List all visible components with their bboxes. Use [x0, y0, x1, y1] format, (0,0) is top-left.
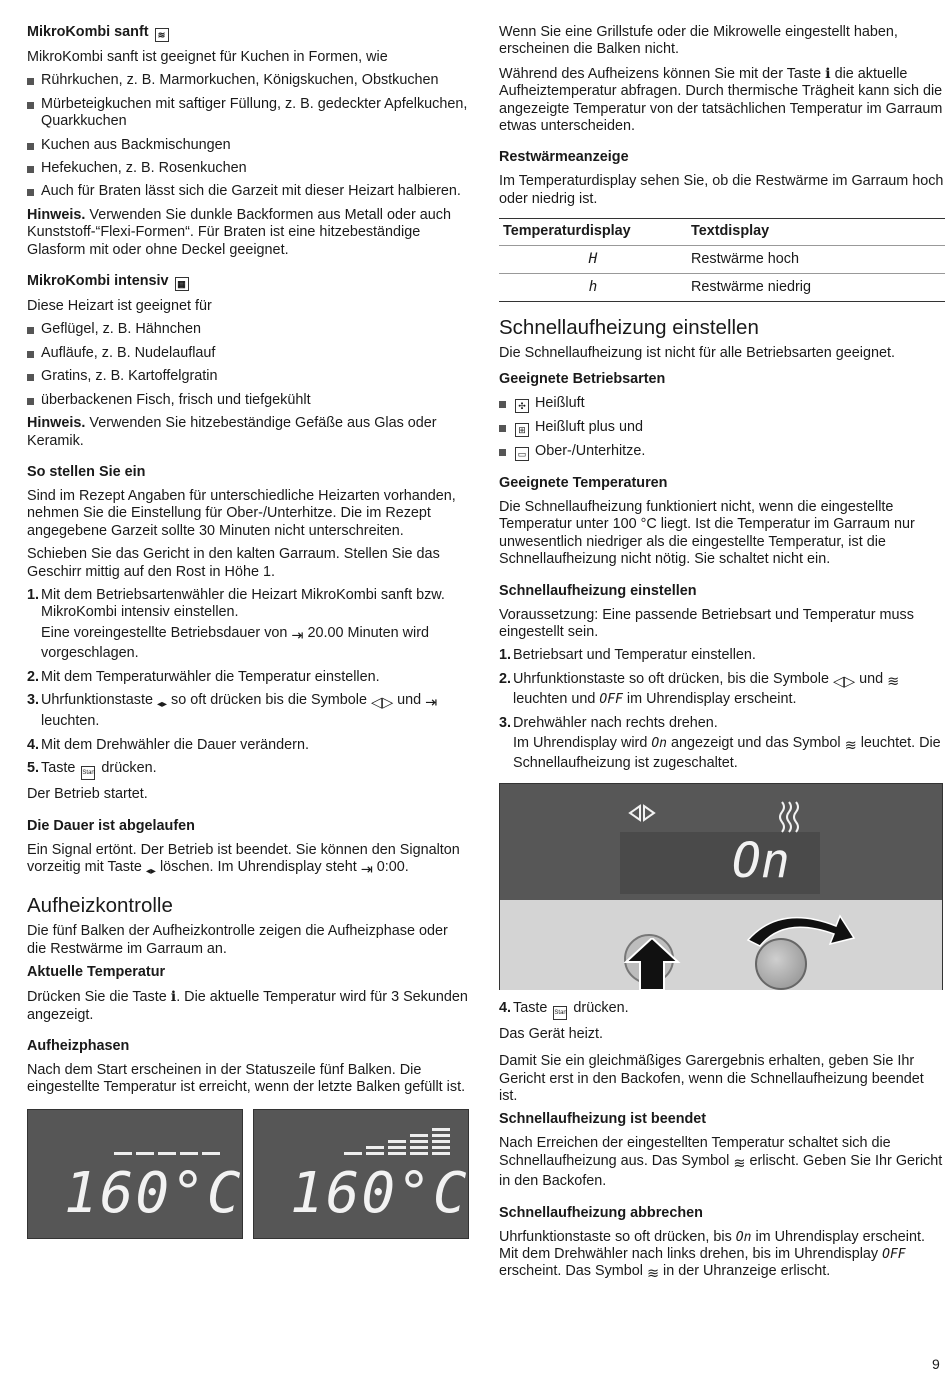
rest-heading: Restwärmeanzeige: [499, 149, 629, 166]
so-stellen-p1: Sind im Rezept Angaben für unterschiedliche Heizarten vorhanden, nehmen Sie die Einstellung für Ober-/Unterhitze. Die im Rezept angegebene Garzeit sollte 30 Minuten nicht unterschreiten.: [27, 487, 456, 539]
start-key-icon: Start: [553, 1006, 567, 1020]
temperature-display-start: [27, 1109, 243, 1239]
start-key-icon: Start: [81, 766, 95, 780]
grill-text: Wenn Sie eine Grillstufe oder die Mikrowelle eingestellt haben, erscheinen die Balken nicht.: [499, 24, 898, 58]
akt-text: Drücken Sie die Taste i. Die aktuelle Temperatur wird für 3 Sekunden angezeigt.: [27, 988, 468, 1023]
step-item: 5. Taste Start drücken.: [27, 760, 469, 780]
heizt-text: Das Gerät heizt.: [499, 1025, 603, 1042]
so-stellen-p2: Schieben Sie das Gericht in den kalten Garraum. Stellen Sie das Geschirr mittig auf den Rost in Höhe 1.: [27, 546, 440, 580]
on-display-readout: On: [732, 832, 790, 889]
list-item: Gratins, z. B. Kartoffelgratin: [27, 368, 469, 385]
table-row: [499, 274, 945, 302]
duration-icon: ⇥: [291, 627, 304, 644]
betr-heading: Geeignete Betriebsarten: [499, 370, 666, 387]
mk-sanft-intro: MikroKombi sanft ist geeignet für Kuchen in Formen, wie: [27, 49, 388, 65]
einst-pre: Voraussetzung: Eine passende Betriebsart und Temperatur muss eingestellt sein.: [499, 606, 914, 640]
rapid-heat-icon: ≋: [733, 1155, 746, 1172]
rapid-heat-icon: ≋: [844, 737, 857, 754]
step-item: 2. Mit dem Temperaturwähler die Temperatur einstellen.: [27, 668, 380, 685]
on-display-text: On: [651, 735, 668, 751]
abbr-text: Uhrfunktionstaste so oft drücken, bis On im Uhrendisplay erscheint. Mit dem Drehwähler nach links drehen, bis im Uhrendisplay OFF erscheint. Das Symbol ≋ in der Uhranzeige erlischt.: [499, 1228, 925, 1283]
einst-heading: Schnellaufheizung einstellen: [499, 582, 697, 599]
table-cell: H: [499, 245, 687, 273]
table-cell: Restwärme niedrig: [687, 274, 945, 302]
rotate-right-arrow-icon: [740, 908, 860, 948]
step-item: 1. Betriebsart und Temperatur einstellen.: [499, 647, 756, 664]
betr-list: [499, 395, 945, 461]
table-header-cell: Temperaturdisplay: [499, 219, 687, 245]
dauer-heading: Die Dauer ist abgelaufen: [27, 817, 195, 834]
temperature-readout: 160°C: [290, 1160, 469, 1226]
residual-heat-table: [499, 218, 945, 302]
list-item: ✣ Heißluft: [499, 395, 945, 413]
mk-intensiv-hint: Hinweis. Verwenden Sie hitzebeständige Gefäße aus Glas oder Keramik.: [27, 415, 437, 449]
aufheiz-intro: Die fünf Balken der Aufheizkontrolle zeigen die Aufheizphase oder die Restwärme im Garraum an.: [27, 923, 448, 957]
rest-text: Im Temperaturdisplay sehen Sie, ob die Restwärme im Garraum hoch oder niedrig ist.: [499, 173, 944, 207]
arrows-icon: ◁▷: [832, 673, 856, 690]
aufheiz-heading: Aufheizkontrolle: [27, 894, 173, 918]
mk-sanft-hint: Hinweis. Verwenden Sie dunkle Backformen aus Metall oder auch Kunststoff-“Flexi-Formen“. Für Braten ist eine hitzebeständige Glasform mit oder ohne Deckel geeignet.: [27, 206, 451, 258]
control-panel-illustration: [499, 783, 943, 990]
temp-text: Die Schnellaufheizung funktioniert nicht, wenn die eingestellte Temperatur unter 100 °C liegt. Ist die Temperatur im Garraum nur unwesentlich niedriger als die eingestellte Temperatur, ist die Schnellaufheizung nicht nötig. Sie schaltet nicht ein.: [499, 498, 915, 568]
mk-sanft-list: [27, 72, 469, 200]
mk-intensiv-intro: Diese Heizart ist geeignet für: [27, 298, 212, 315]
step-item: 4. Taste Start drücken.: [499, 1000, 945, 1020]
hot-air-plus-icon: ⊞: [515, 423, 529, 437]
phasen-heading: Aufheizphasen: [27, 1038, 130, 1055]
duration-icon: ⇥: [360, 862, 373, 878]
mk-intensiv-heading: MikroKombi intensiv ▦: [27, 273, 469, 291]
duration-icon: ⇥: [425, 694, 438, 711]
panel-controls: [500, 900, 942, 990]
list-item: ⊞ Heißluft plus und: [499, 419, 945, 437]
list-item: Geflügel, z. B. Hähnchen: [27, 321, 469, 338]
list-item: Mürbeteigkuchen mit saftiger Füllung, z. B. gedeckter Apfelkuchen, Quarkkuchen: [27, 96, 469, 131]
beendet-heading: Schnellaufheizung ist beendet: [499, 1111, 707, 1128]
step-item: 4. Mit dem Drehwähler die Dauer verändern.: [27, 736, 309, 753]
mk-intensiv-list: [27, 321, 469, 409]
list-item: Kuchen aus Backmischungen: [27, 137, 469, 154]
list-item: Hefekuchen, z. B. Rosenkuchen: [27, 160, 469, 177]
info-key-icon: i: [170, 988, 177, 1006]
off-display-text: OFF: [882, 1247, 906, 1262]
abbr-heading: Schnellaufheizung abbrechen: [499, 1204, 703, 1221]
table-header-row: [499, 219, 945, 245]
schnell-intro: Die Schnellaufheizung ist nicht für alle Betriebsarten geeignet.: [499, 345, 895, 362]
left-column: [27, 24, 469, 1239]
right-column: [499, 24, 945, 1290]
mikrokombi-intensiv-icon: ▦: [175, 277, 189, 291]
aufheizen-text: Während des Aufheizens können Sie mit der Taste i die aktuelle Aufheiztemperatur abfragen. Durch thermische Trägheit kann sich die angezeigte Temperatur von der tatsächlichen Temperatur im Garraum etwas unterscheiden.: [499, 64, 943, 135]
beendet-text: Nach Erreichen der eingestellten Temperatur schaltet sich die Schnellaufheizung aus. Das Symbol ≋ erlischt. Geben Sie Ihr Gericht in den Backofen.: [499, 1135, 943, 1190]
rapid-heat-icon: ≋: [887, 673, 900, 690]
top-bottom-heat-icon: ▭: [515, 447, 529, 461]
table-cell: h: [499, 274, 687, 302]
info-key-icon: i: [825, 64, 831, 82]
clock-function-icon: ◂▸: [145, 866, 156, 877]
step-item: 3. Uhrfunktionstaste ◂▸ so oft drücken bis die Symbole ◁▷ und ⇥ leuchten.: [27, 691, 438, 730]
temp-heading: Geeignete Temperaturen: [499, 474, 668, 491]
start-text: Der Betrieb startet.: [27, 786, 148, 803]
rapid-heat-icon: ≋: [646, 1266, 660, 1283]
schnell-steps-cont: [499, 1000, 945, 1020]
step-item: 1. Mit dem Betriebsartenwähler die Heizart MikroKombi sanft bzw. MikroKombi intensiv einstellen. Eine voreingestellte Betriebsdauer von ⇥ 20.00 Minuten wird vorgeschlagen.: [27, 586, 445, 662]
list-item: überbackenen Fisch, frisch und tiefgekühlt: [27, 392, 469, 409]
step-item: 3. Drehwähler nach rechts drehen. Im Uhrendisplay wird On angezeigt und das Symbol ≋ leuchtet. Die Schnellaufheizung ist zugeschaltet.: [499, 714, 941, 772]
panel-display-graphics: [500, 784, 944, 900]
table-row: [499, 245, 945, 273]
so-stellen-heading: So stellen Sie ein: [27, 463, 146, 480]
press-arrow-icon: [622, 938, 682, 990]
temperature-readout: 160°C: [64, 1160, 243, 1226]
panel-display: [500, 784, 942, 900]
steps-list: [27, 587, 469, 780]
off-display-text: OFF: [599, 692, 623, 708]
phasen-text: Nach dem Start erscheinen in der Statuszeile fünf Balken. Die eingestellte Temperatur ist erreicht, wenn der letzte Balken gefüllt ist.: [27, 1062, 466, 1096]
on-display-text: On: [735, 1229, 752, 1245]
table-header-cell: Textdisplay: [687, 219, 945, 245]
arrows-icon: ◁▷: [371, 694, 394, 711]
schnell-heading: Schnellaufheizung einstellen: [499, 316, 759, 340]
display-illustrations: [27, 1109, 469, 1239]
akt-heading: Aktuelle Temperatur: [27, 964, 166, 981]
table-cell: Restwärme hoch: [687, 245, 945, 273]
hot-air-icon: ✣: [515, 399, 529, 413]
schnell-steps: [499, 647, 945, 772]
list-item: ▭ Ober-/Unterhitze.: [499, 443, 945, 461]
mikrokombi-sanft-icon: ≋: [155, 28, 169, 42]
list-item: Auch für Braten lässt sich die Garzeit mit dieser Heizart halbieren.: [27, 183, 469, 200]
step-item: 2. Uhrfunktionstaste so oft drücken, bis die Symbole ◁▷ und ≋ leuchten und OFF im Uhrendisplay erscheint.: [499, 670, 900, 708]
list-item: Rührkuchen, z. B. Marmorkuchen, Königskuchen, Obstkuchen: [27, 72, 469, 89]
mk-sanft-heading: MikroKombi sanft ≋: [27, 24, 469, 42]
dauer-text: Ein Signal ertönt. Der Betrieb ist beendet. Sie können den Signalton vorzeitig mit Taste ◂▸ löschen. Im Uhrendisplay steht ⇥ 0:00.: [27, 842, 469, 881]
gleich-text: Damit Sie ein gleichmäßiges Garergebnis erhalten, geben Sie Ihr Gericht erst in den Backofen, wenn die Schnellaufheizung beendet ist.: [499, 1053, 924, 1104]
temperature-display-reached: [253, 1109, 469, 1239]
page-number: 9: [932, 1356, 940, 1372]
clock-function-icon: ◂▸: [156, 698, 168, 710]
list-item: Aufläufe, z. B. Nudelauflauf: [27, 345, 469, 362]
